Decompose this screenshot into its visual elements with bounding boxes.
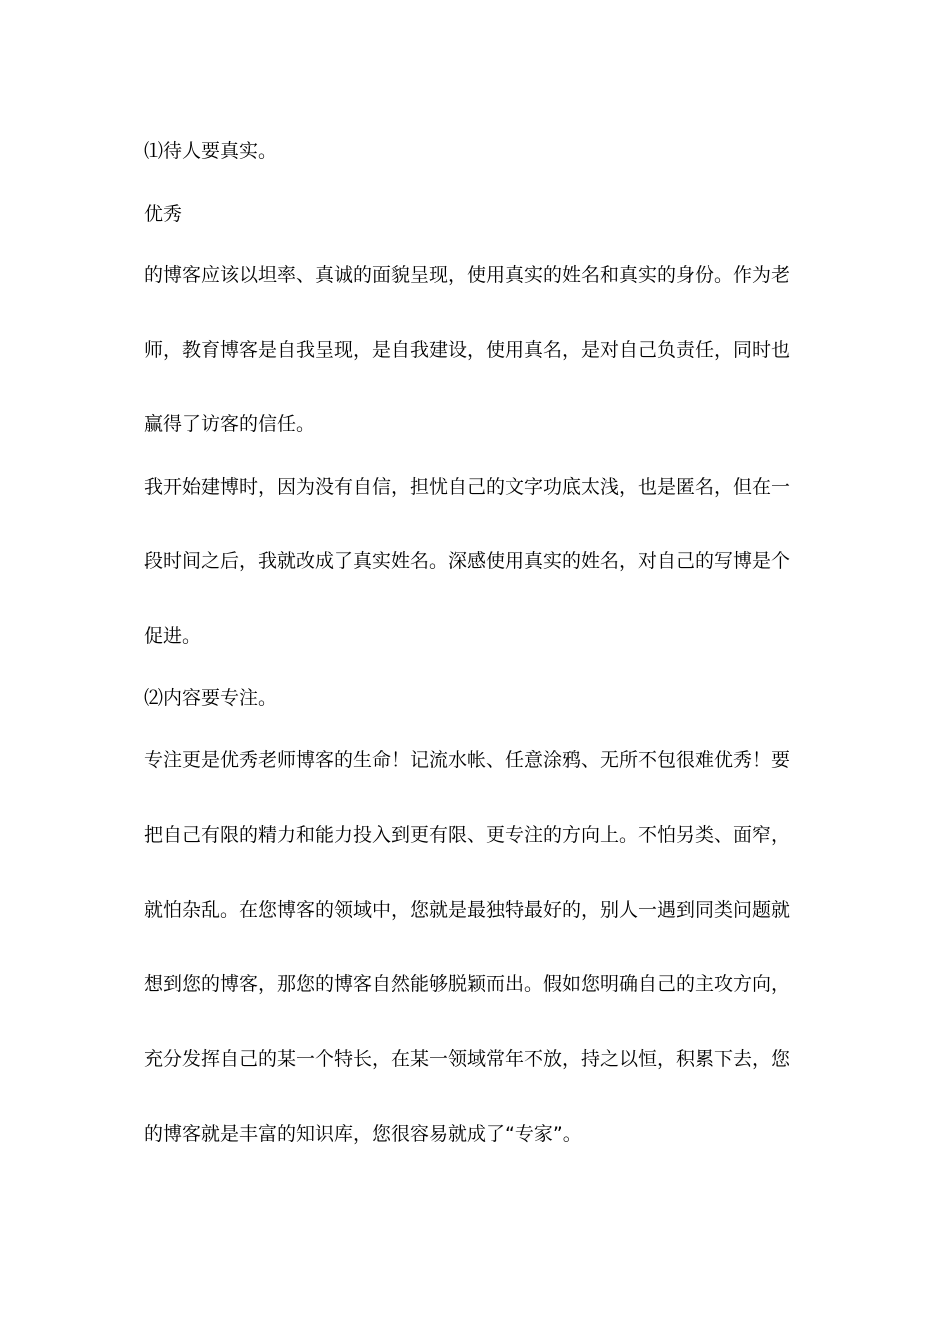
paragraph-line: 充分发挥自己的某一个特长，在某一领域常年不放，持之以恒，积累下去，您 [144,1048,791,1070]
paragraph-line: 促进。 [144,625,202,647]
paragraph-line: 专注更是优秀老师博客的生命！记流水帐、任意涂鸦、无所不包很难优秀！要 [144,749,791,771]
paragraph-line: 的博客就是丰富的知识库，您很容易就成了“专家”。 [144,1123,582,1145]
paragraph-line: 就怕杂乱。在您博客的领域中，您就是最独特最好的，别人一遇到同类问题就 [144,899,791,921]
section-heading: ⑴待人要真实。 [144,140,278,162]
paragraph-line: 赢得了访客的信任。 [144,413,316,435]
paragraph-line: 把自己有限的精力和能力投入到更有限、更专注的方向上。不怕另类、面窄， [144,824,791,846]
section-heading: ⑵内容要专注。 [144,687,278,709]
paragraph-line: 段时间之后，我就改成了真实姓名。深感使用真实的姓名，对自己的写博是个 [144,550,791,572]
paragraph-lead: 优秀 [144,203,183,225]
paragraph-line: 我开始建博时，因为没有自信，担忧自己的文字功底太浅，也是匿名，但在一 [144,476,791,498]
paragraph-line: 想到您的博客，那您的博客自然能够脱颖而出。假如您明确自己的主攻方向， [144,973,791,995]
paragraph-line: 的博客应该以坦率、真诚的面貌呈现，使用真实的姓名和真实的身份。作为老 [144,264,791,286]
paragraph-line: 师，教育博客是自我呈现，是自我建设，使用真名，是对自己负责任，同时也 [144,339,791,361]
